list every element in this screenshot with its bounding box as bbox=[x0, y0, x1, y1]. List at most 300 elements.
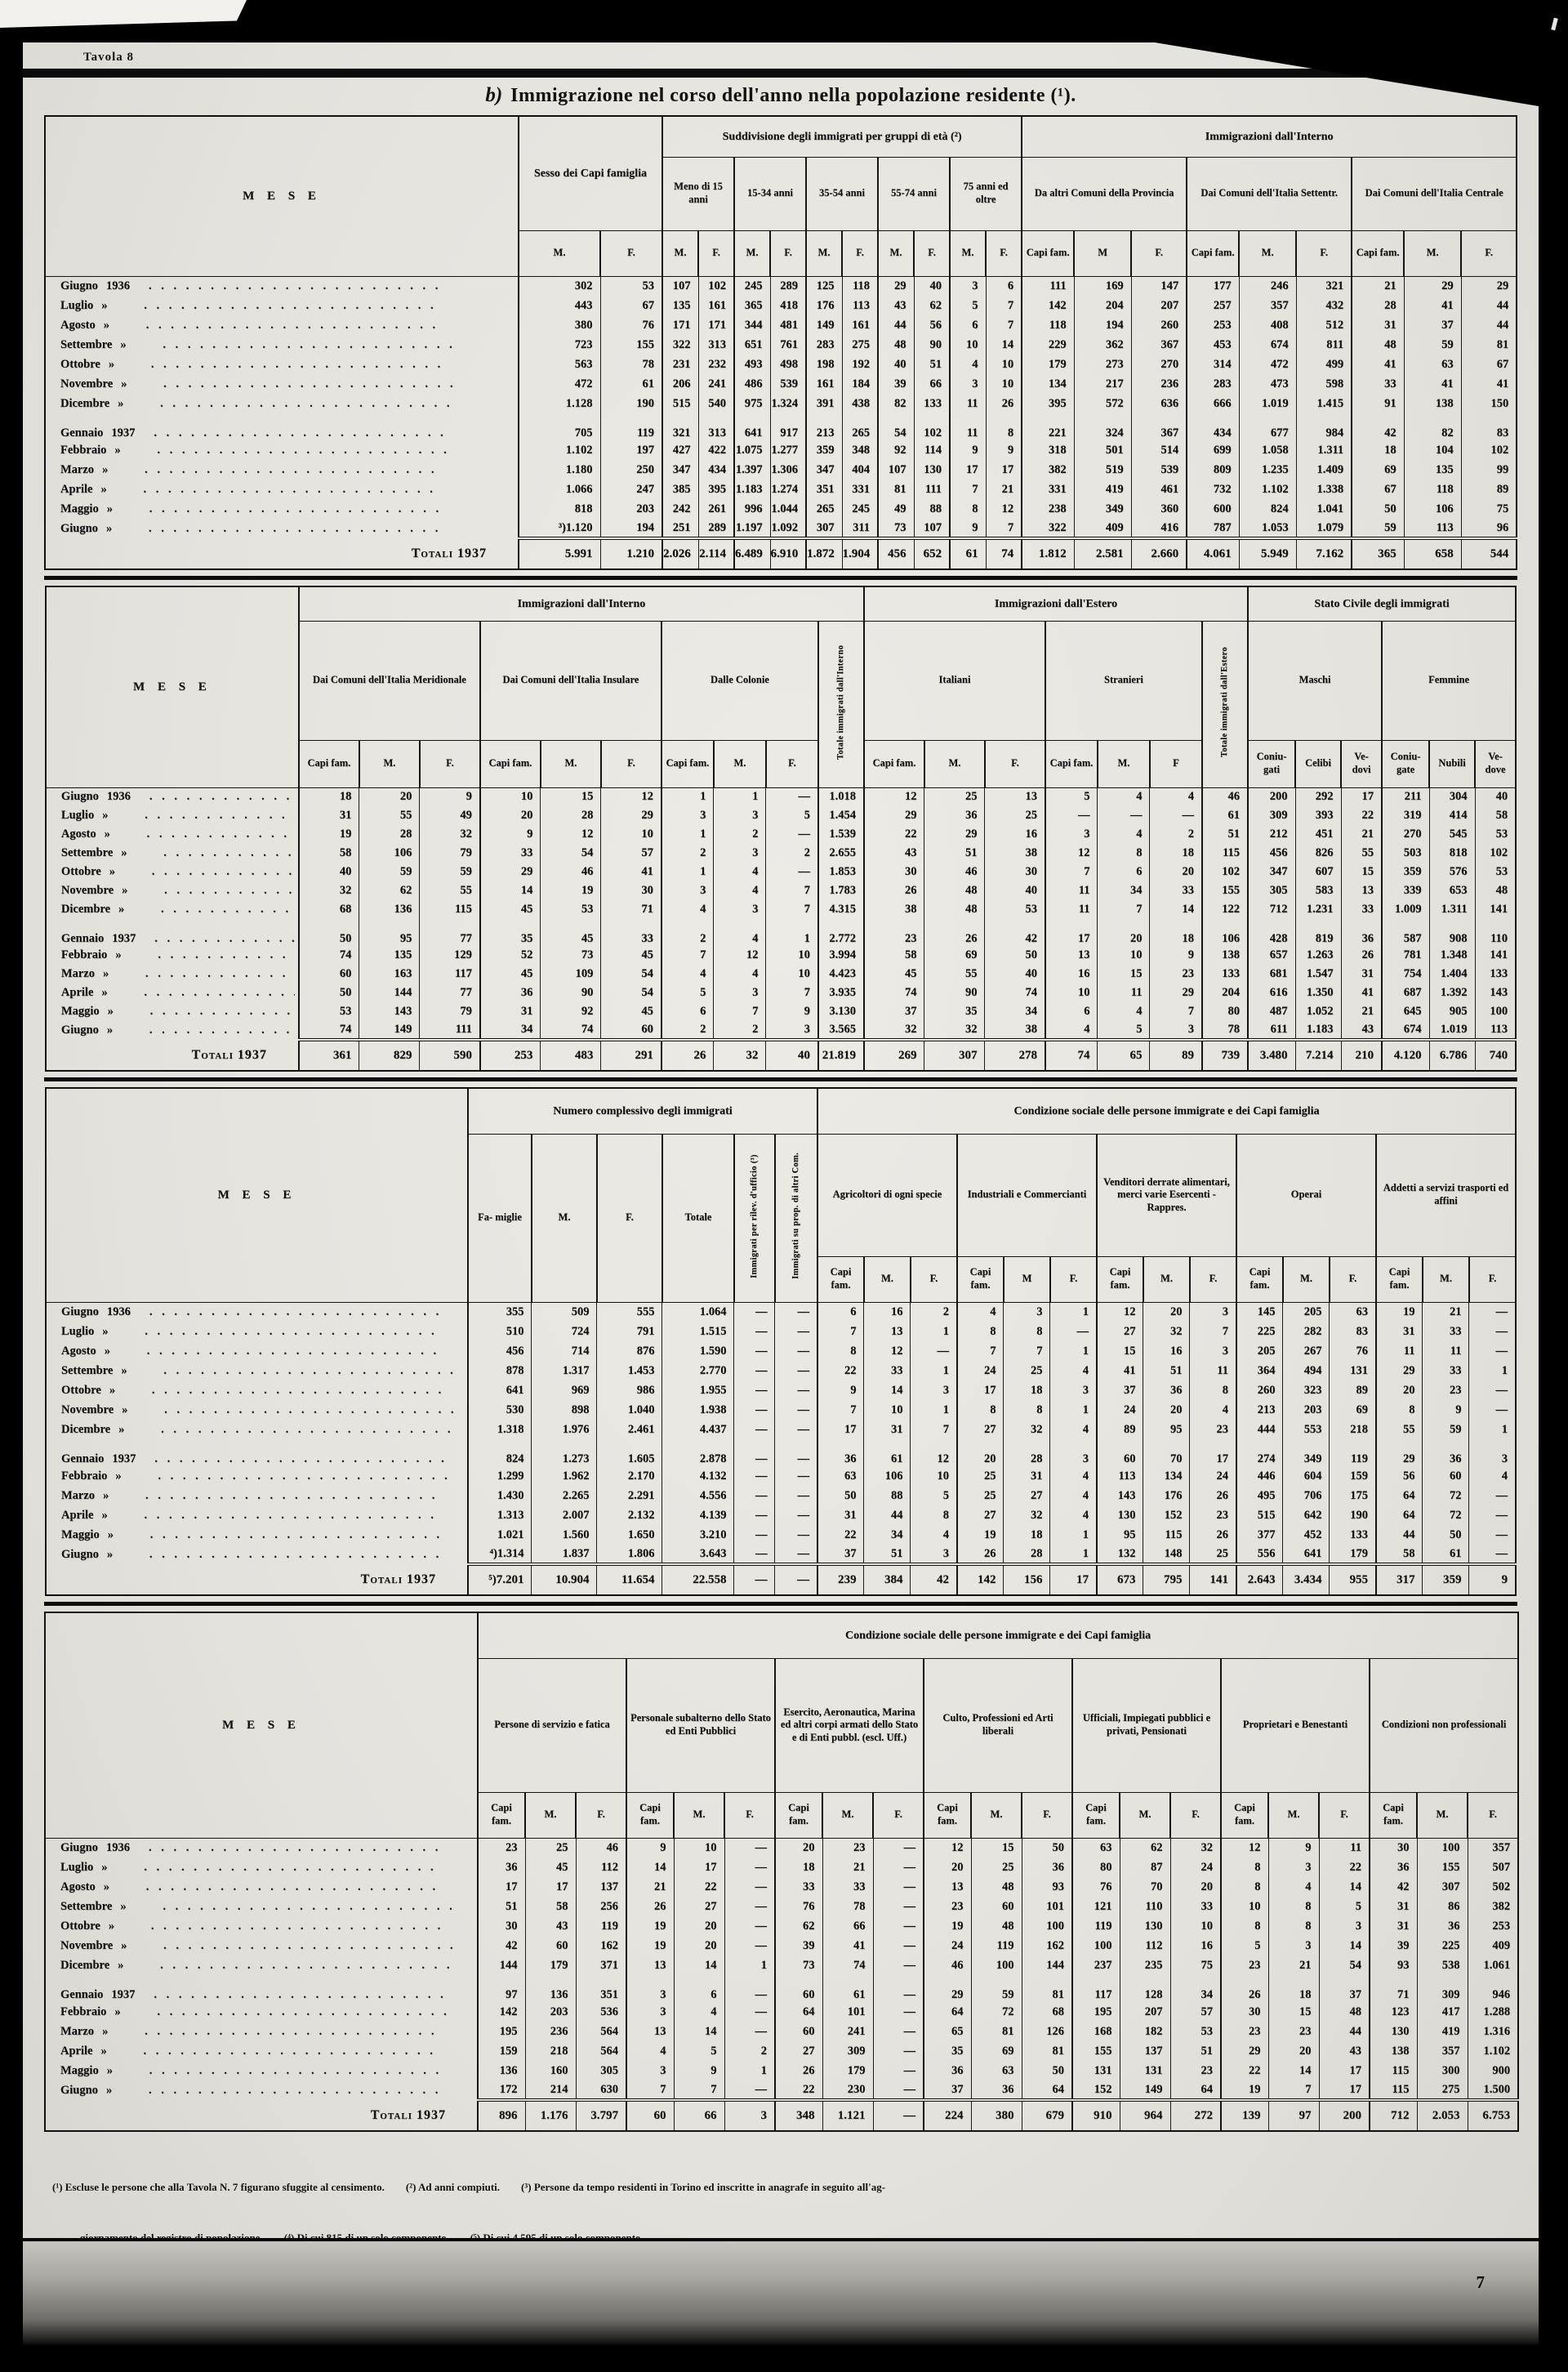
value-cell: 161 bbox=[842, 315, 878, 335]
value-cell: 11 bbox=[1098, 983, 1150, 1002]
value-cell: 377 bbox=[1236, 1525, 1283, 1545]
value-cell: 21 bbox=[626, 1877, 674, 1897]
value-cell: 347 bbox=[1248, 863, 1295, 881]
value-cell: 62 bbox=[914, 296, 950, 315]
value-cell: 135 bbox=[359, 946, 420, 965]
total-value-cell: 21.819 bbox=[818, 1040, 864, 1071]
value-cell: 81 bbox=[971, 2022, 1022, 2041]
value-cell: 29 bbox=[1404, 276, 1461, 296]
value-cell: 1 bbox=[1469, 1420, 1516, 1439]
row-month: Gennaio 1937 . . . bbox=[45, 1975, 478, 2002]
total-value-cell: 456 bbox=[878, 538, 914, 569]
value-cell: 23 bbox=[1268, 2022, 1319, 2041]
row-month: Maggio » . . . bbox=[45, 2061, 478, 2080]
value-cell: 322 bbox=[662, 335, 698, 354]
value-cell: 9 bbox=[420, 787, 480, 806]
value-cell: 144 bbox=[478, 1955, 525, 1975]
total-row bbox=[45, 2100, 1518, 2131]
value-cell: 21 bbox=[1352, 276, 1404, 296]
value-cell: 1 bbox=[766, 919, 818, 946]
value-cell: — bbox=[873, 2080, 924, 2100]
value-cell: 119 bbox=[600, 413, 662, 440]
value-cell: 1.180 bbox=[519, 460, 600, 479]
total-value-cell: 6.489 bbox=[734, 538, 770, 569]
value-cell: 1.316 bbox=[1468, 2022, 1518, 2041]
value-cell: 4 bbox=[1469, 1466, 1516, 1486]
value-cell: 46 bbox=[576, 1838, 626, 1857]
value-cell: 382 bbox=[1022, 460, 1074, 479]
value-cell: 89 bbox=[1097, 1420, 1143, 1439]
column-header: F. bbox=[1296, 230, 1352, 276]
row-month: Gennaio 1937 . . . bbox=[45, 413, 519, 440]
value-cell: 1.311 bbox=[1296, 440, 1352, 460]
value-cell: 136 bbox=[359, 900, 420, 919]
value-cell: — bbox=[873, 2002, 924, 2022]
row-month: Dicembre » . . . bbox=[45, 1955, 478, 1975]
row-month: Ottobre » . . . bbox=[45, 354, 519, 374]
value-cell: 130 bbox=[1120, 1916, 1170, 1936]
value-cell: 131 bbox=[1120, 2061, 1170, 2080]
value-cell: 1.075 bbox=[734, 440, 770, 460]
value-cell: 59 bbox=[1404, 335, 1461, 354]
value-cell: 1.102 bbox=[519, 440, 600, 460]
row-month: Febbraio » . . . bbox=[45, 440, 519, 460]
col-condizione-sociale: Condizione sociale delle persone immigrate e dei Capi famiglia bbox=[817, 1088, 1516, 1134]
value-cell: 1.273 bbox=[532, 1439, 597, 1466]
value-cell: 35 bbox=[924, 1002, 985, 1021]
value-cell: 74 bbox=[822, 1955, 873, 1975]
value-cell: 898 bbox=[532, 1400, 597, 1420]
value-cell: 4 bbox=[1050, 1420, 1097, 1439]
value-cell: 204 bbox=[1202, 983, 1248, 1002]
col-italia-meridionale: Dai Comuni dell'Italia Meridionale bbox=[299, 621, 480, 740]
value-cell: 348 bbox=[842, 440, 878, 460]
value-cell: 51 bbox=[914, 354, 950, 374]
column-header: M. bbox=[1404, 230, 1461, 276]
value-cell: 247 bbox=[600, 479, 662, 499]
value-cell: 3 bbox=[714, 983, 766, 1002]
section-divider bbox=[44, 1077, 1517, 1081]
value-cell: 4 bbox=[911, 1525, 957, 1545]
value-cell: 18 bbox=[1150, 844, 1202, 863]
value-cell: 12 bbox=[601, 787, 662, 806]
column-header: M. bbox=[1098, 740, 1150, 787]
value-cell: 15 bbox=[1341, 863, 1382, 881]
column-header: Celibi bbox=[1295, 740, 1341, 787]
table-row bbox=[46, 806, 1516, 825]
page-bottom-edge bbox=[23, 2238, 1539, 2346]
value-cell: 25 bbox=[957, 1466, 1004, 1486]
value-cell: 163 bbox=[359, 965, 420, 983]
value-cell: 111 bbox=[420, 1021, 480, 1040]
value-cell: 58 bbox=[1376, 1545, 1423, 1564]
value-cell: 487 bbox=[1248, 1002, 1295, 1021]
value-cell: 31 bbox=[1370, 1916, 1417, 1936]
col-industriali-commercianti: Industriali e Commercianti bbox=[957, 1134, 1097, 1256]
value-cell: 27 bbox=[775, 2041, 822, 2061]
value-cell: 1.650 bbox=[597, 1525, 662, 1545]
value-cell: 19 bbox=[1376, 1302, 1423, 1322]
total-row bbox=[45, 538, 1517, 569]
value-cell: 481 bbox=[770, 315, 806, 335]
value-cell: 61 bbox=[1423, 1545, 1469, 1564]
value-cell: 15 bbox=[971, 1838, 1022, 1857]
value-cell: 43 bbox=[878, 296, 914, 315]
value-cell: 22 bbox=[864, 825, 924, 844]
value-cell: — bbox=[734, 1400, 775, 1420]
column-header: F. bbox=[1131, 230, 1187, 276]
column-header: Capi fam. bbox=[817, 1256, 864, 1302]
total-value-cell: 74 bbox=[1045, 1040, 1098, 1071]
value-cell: 409 bbox=[1074, 519, 1131, 538]
value-cell: 63 bbox=[1330, 1302, 1376, 1322]
value-cell: 230 bbox=[822, 2080, 873, 2100]
value-cell: 23 bbox=[1150, 965, 1202, 983]
value-cell: 117 bbox=[1072, 1975, 1120, 2002]
total-value-cell: 66 bbox=[674, 2100, 724, 2131]
value-cell: 7 bbox=[950, 479, 986, 499]
row-month: Ottobre » . . . bbox=[45, 1916, 478, 1936]
value-cell: 53 bbox=[600, 276, 662, 296]
table-row bbox=[46, 1322, 1516, 1341]
value-cell: 275 bbox=[1417, 2080, 1468, 2100]
total-value-cell: 673 bbox=[1097, 1564, 1143, 1595]
col-gruppi-eta: Suddivisione degli immigrati per gruppi di età (²) bbox=[662, 116, 1022, 157]
value-cell: 538 bbox=[1417, 1955, 1468, 1975]
value-cell: 135 bbox=[1404, 460, 1461, 479]
value-cell: 79 bbox=[420, 844, 480, 863]
value-cell: 41 bbox=[601, 863, 662, 881]
table-row bbox=[46, 900, 1516, 919]
column-header: M. bbox=[525, 1792, 576, 1838]
value-cell: 1.453 bbox=[597, 1361, 662, 1380]
value-cell: 3 bbox=[1190, 1341, 1236, 1361]
value-cell: 23 bbox=[1221, 2022, 1268, 2041]
value-cell: 371 bbox=[576, 1955, 626, 1975]
table-row bbox=[46, 946, 1516, 965]
value-cell: 1.404 bbox=[1429, 965, 1475, 983]
value-cell: 37 bbox=[864, 1002, 924, 1021]
value-cell: 265 bbox=[806, 499, 842, 519]
value-cell: 205 bbox=[1283, 1302, 1330, 1322]
value-cell: 501 bbox=[1074, 440, 1131, 460]
value-cell: 100 bbox=[1417, 1838, 1468, 1857]
row-month: Novembre » . . . bbox=[45, 374, 519, 394]
value-cell: 36 bbox=[480, 983, 541, 1002]
total-value-cell: 307 bbox=[924, 1040, 985, 1071]
value-cell: 112 bbox=[576, 1857, 626, 1877]
value-cell: — bbox=[775, 1380, 817, 1400]
value-cell: 510 bbox=[468, 1322, 532, 1341]
page-number: 7 bbox=[1476, 2272, 1485, 2292]
previous-page-edge bbox=[0, 0, 247, 28]
value-cell: 818 bbox=[519, 499, 600, 519]
value-cell: 1.430 bbox=[468, 1486, 532, 1505]
value-cell: 975 bbox=[734, 394, 770, 413]
value-cell: 30 bbox=[864, 863, 924, 881]
value-cell: 1.806 bbox=[597, 1545, 662, 1564]
value-cell: 62 bbox=[775, 1916, 822, 1936]
value-cell: 115 bbox=[1370, 2061, 1417, 2080]
value-cell: 8 bbox=[957, 1322, 1004, 1341]
value-cell: 419 bbox=[1074, 479, 1131, 499]
value-cell: 14 bbox=[674, 2022, 724, 2041]
value-cell: 106 bbox=[1404, 499, 1461, 519]
value-cell: 10 bbox=[986, 354, 1022, 374]
value-cell: — bbox=[724, 2002, 775, 2022]
value-cell: 1.263 bbox=[1295, 946, 1341, 965]
value-cell: 28 bbox=[541, 806, 601, 825]
value-cell: 58 bbox=[1475, 806, 1516, 825]
value-cell: 13 bbox=[1045, 946, 1098, 965]
value-cell: 8 bbox=[1004, 1322, 1050, 1341]
value-cell: 681 bbox=[1248, 965, 1295, 983]
value-cell: 53 bbox=[541, 900, 601, 919]
value-cell: — bbox=[775, 1505, 817, 1525]
value-cell: 76 bbox=[775, 1897, 822, 1916]
value-cell: 4 bbox=[1098, 1002, 1150, 1021]
total-value-cell: 1.904 bbox=[842, 538, 878, 569]
total-value-cell: 712 bbox=[1370, 2100, 1417, 2131]
value-cell: 45 bbox=[480, 965, 541, 983]
value-cell: 44 bbox=[1461, 315, 1517, 335]
value-cell: 29 bbox=[864, 806, 924, 825]
total-value-cell: 253 bbox=[480, 1040, 541, 1071]
value-cell: 908 bbox=[1429, 919, 1475, 946]
value-cell: 260 bbox=[1131, 315, 1187, 335]
row-month: Dicembre » . . . bbox=[45, 394, 519, 413]
value-cell: 92 bbox=[878, 440, 914, 460]
value-cell: 27 bbox=[1097, 1322, 1143, 1341]
total-value-cell: 4.061 bbox=[1187, 538, 1239, 569]
value-cell: 38 bbox=[985, 1021, 1045, 1040]
column-header: F. bbox=[1170, 1792, 1221, 1838]
value-cell: 1.311 bbox=[1429, 900, 1475, 919]
column-header: Coniu- gati bbox=[1248, 740, 1295, 787]
value-cell: 349 bbox=[1074, 499, 1131, 519]
value-cell: 131 bbox=[1330, 1361, 1376, 1380]
value-cell: 66 bbox=[822, 1916, 873, 1936]
row-month: Maggio » . . . bbox=[46, 1525, 468, 1545]
value-cell: 18 bbox=[1004, 1380, 1050, 1400]
value-cell: 176 bbox=[1143, 1486, 1190, 1505]
value-cell: 56 bbox=[1376, 1466, 1423, 1486]
value-cell: 142 bbox=[1022, 296, 1074, 315]
table-totals-and-social-condition-mount bbox=[44, 1087, 1517, 1596]
value-cell: — bbox=[734, 1525, 775, 1545]
value-cell: 61 bbox=[600, 374, 662, 394]
value-cell: 89 bbox=[1461, 479, 1517, 499]
value-cell: 530 bbox=[468, 1400, 532, 1420]
value-cell: 38 bbox=[864, 900, 924, 919]
value-cell: 824 bbox=[468, 1439, 532, 1466]
value-cell: 114 bbox=[914, 440, 950, 460]
value-cell: 102 bbox=[1202, 863, 1248, 881]
value-cell: 23 bbox=[1190, 1505, 1236, 1525]
value-cell: 64 bbox=[924, 2002, 971, 2022]
table-row bbox=[46, 844, 1516, 863]
row-month: Marzo » . . . bbox=[46, 965, 299, 983]
value-cell: 59 bbox=[359, 863, 420, 881]
value-cell: 55 bbox=[1376, 1420, 1423, 1439]
value-cell: 206 bbox=[662, 374, 698, 394]
value-cell: 143 bbox=[1475, 983, 1516, 1002]
value-cell: 136 bbox=[525, 1975, 576, 2002]
value-cell: 712 bbox=[1248, 900, 1295, 919]
value-cell: 446 bbox=[1236, 1466, 1283, 1486]
value-cell: 2 bbox=[662, 844, 714, 863]
value-cell: 67 bbox=[1352, 479, 1404, 499]
table-row bbox=[46, 1380, 1516, 1400]
value-cell: 119 bbox=[576, 1916, 626, 1936]
document-sheet bbox=[23, 42, 1539, 2346]
value-cell: 6 bbox=[674, 1975, 724, 2002]
value-cell: 4 bbox=[1050, 1466, 1097, 1486]
value-cell: 14 bbox=[986, 335, 1022, 354]
value-cell: 50 bbox=[1022, 2061, 1072, 2080]
value-cell: 29 bbox=[480, 863, 541, 881]
value-cell: 60 bbox=[1097, 1439, 1143, 1466]
value-cell: 237 bbox=[1072, 1955, 1120, 1975]
value-cell: — bbox=[775, 1525, 817, 1545]
value-cell: 257 bbox=[1187, 296, 1239, 315]
value-cell: 395 bbox=[698, 479, 734, 499]
table-row bbox=[46, 881, 1516, 900]
value-cell: 11 bbox=[950, 394, 986, 413]
value-cell: 4 bbox=[1045, 1021, 1098, 1040]
value-cell: 385 bbox=[662, 479, 698, 499]
value-cell: 113 bbox=[842, 296, 878, 315]
value-cell: 75 bbox=[1461, 499, 1517, 519]
value-cell: — bbox=[724, 2022, 775, 2041]
value-cell: 781 bbox=[1382, 946, 1429, 965]
row-month: Giugno 1936 . . . bbox=[46, 787, 299, 806]
value-cell: 123 bbox=[1370, 2002, 1417, 2022]
value-cell: 143 bbox=[359, 1002, 420, 1021]
table-row bbox=[46, 1021, 1516, 1040]
value-cell: — bbox=[775, 1466, 817, 1486]
value-cell: 1.837 bbox=[532, 1545, 597, 1564]
column-header: F. bbox=[724, 1792, 775, 1838]
table-row bbox=[45, 2061, 1518, 2080]
value-cell: 604 bbox=[1283, 1466, 1330, 1486]
value-cell: 129 bbox=[420, 946, 480, 965]
value-cell: 182 bbox=[1120, 2022, 1170, 2041]
value-cell: 20 bbox=[1268, 2041, 1319, 2061]
row-month: Maggio » . . . bbox=[46, 1002, 299, 1021]
value-cell: 111 bbox=[914, 479, 950, 499]
value-cell: 1.976 bbox=[532, 1420, 597, 1439]
value-cell: 29 bbox=[1221, 2041, 1268, 2061]
total-value-cell: 348 bbox=[775, 2100, 822, 2131]
value-cell: 1.021 bbox=[468, 1525, 532, 1545]
value-cell: 331 bbox=[1022, 479, 1074, 499]
value-cell: 8 bbox=[1268, 1897, 1319, 1916]
value-cell: 3.210 bbox=[662, 1525, 734, 1545]
value-cell: 236 bbox=[1131, 374, 1187, 394]
value-cell: 31 bbox=[1370, 1897, 1417, 1916]
value-cell: 25 bbox=[985, 806, 1045, 825]
row-month: Agosto » . . . bbox=[45, 315, 519, 335]
value-cell: 4 bbox=[674, 2002, 724, 2022]
value-cell: 1 bbox=[911, 1361, 957, 1380]
value-cell: 27 bbox=[957, 1420, 1004, 1439]
value-cell: 9 bbox=[817, 1380, 864, 1400]
value-cell: 498 bbox=[770, 354, 806, 374]
value-cell: 2.461 bbox=[597, 1420, 662, 1439]
row-month: Gennaio 1937 . . . bbox=[46, 919, 299, 946]
value-cell: 17 bbox=[986, 460, 1022, 479]
table-row bbox=[46, 1545, 1516, 1564]
table-row bbox=[45, 1936, 1518, 1955]
table-row bbox=[46, 919, 1516, 946]
value-cell: 8 bbox=[817, 1341, 864, 1361]
value-cell: 71 bbox=[601, 900, 662, 919]
value-cell: 6 bbox=[950, 315, 986, 335]
value-cell: 204 bbox=[1074, 296, 1131, 315]
value-cell: 31 bbox=[817, 1505, 864, 1525]
value-cell: 1 bbox=[714, 787, 766, 806]
value-cell: 2 bbox=[766, 844, 818, 863]
value-cell: 60 bbox=[775, 2022, 822, 2041]
table-row bbox=[46, 1439, 1516, 1466]
value-cell: 13 bbox=[985, 787, 1045, 806]
value-cell: 309 bbox=[822, 2041, 873, 2061]
value-cell: 1 bbox=[724, 2061, 775, 2080]
table-row bbox=[46, 1400, 1516, 1420]
row-month: Agosto » . . . bbox=[45, 1877, 478, 1897]
value-cell: 539 bbox=[770, 374, 806, 394]
col-totale-estero: Totale immigrati dall'Estero bbox=[1202, 621, 1248, 787]
value-cell: 160 bbox=[525, 2061, 576, 2080]
column-header: M. bbox=[541, 740, 601, 787]
value-cell: 314 bbox=[1187, 354, 1239, 374]
value-cell: 3 bbox=[1045, 825, 1098, 844]
value-cell: — bbox=[1469, 1400, 1516, 1420]
value-cell: 1 bbox=[662, 863, 714, 881]
value-cell: 1.783 bbox=[818, 881, 864, 900]
value-cell: 28 bbox=[1004, 1439, 1050, 1466]
value-cell: 44 bbox=[1376, 1525, 1423, 1545]
value-cell: 55 bbox=[1341, 844, 1382, 863]
value-cell: 444 bbox=[1236, 1420, 1283, 1439]
value-cell: 203 bbox=[600, 499, 662, 519]
value-cell: 43 bbox=[525, 1916, 576, 1936]
value-cell: 22 bbox=[1319, 1857, 1370, 1877]
value-cell: — bbox=[775, 1545, 817, 1564]
value-cell: 26 bbox=[775, 2061, 822, 2080]
value-cell: 19 bbox=[957, 1525, 1004, 1545]
value-cell: 395 bbox=[1022, 394, 1074, 413]
value-cell: 59 bbox=[1423, 1420, 1469, 1439]
value-cell: 3 bbox=[714, 900, 766, 919]
row-month: Novembre » . . . bbox=[45, 1936, 478, 1955]
value-cell: 2 bbox=[911, 1302, 957, 1322]
table-row bbox=[45, 519, 1517, 538]
value-cell: 37 bbox=[1319, 1975, 1370, 2002]
value-cell: 2 bbox=[1150, 825, 1202, 844]
value-cell: 149 bbox=[806, 315, 842, 335]
table-row bbox=[45, 2080, 1518, 2100]
value-cell: 80 bbox=[1202, 1002, 1248, 1021]
value-cell: 58 bbox=[864, 946, 924, 965]
value-cell: 24 bbox=[924, 1936, 971, 1955]
table-row bbox=[45, 413, 1517, 440]
value-cell: 119 bbox=[971, 1936, 1022, 1955]
value-cell: 22 bbox=[1341, 806, 1382, 825]
value-cell: 137 bbox=[1120, 2041, 1170, 2061]
value-cell: 12 bbox=[864, 1341, 911, 1361]
